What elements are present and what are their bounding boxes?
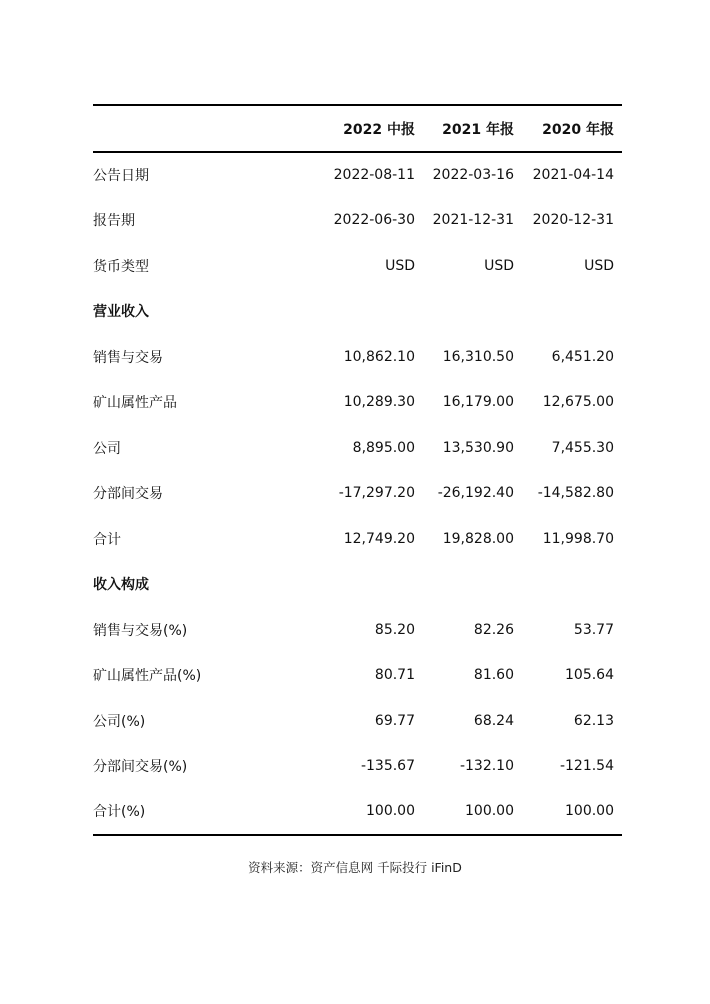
table-row [93,152,622,198]
row-value-2 [423,562,522,608]
row-value-2: 82.26 [473,621,514,638]
row-value-1: 85.20 [374,621,415,638]
financial-table [93,104,622,836]
row-value-1 [324,562,423,608]
row-value-2: 16,310.50 [442,348,514,365]
row-value-2: -26,192.40 [437,485,514,502]
row-label: 报告期 [93,213,135,230]
table-row [93,198,622,244]
row-value-3: 100.00 [522,789,622,835]
section-header-row [93,562,622,608]
table-row [93,653,622,699]
row-value-3: 12,675.00 [542,394,614,411]
row-value-3: -14,582.80 [537,485,614,502]
row-value-3 [522,289,622,335]
row-value-1: 10,289.30 [343,394,415,411]
row-value-1: 80.71 [374,667,415,684]
table-row [93,516,622,562]
row-label: 公司 [93,440,121,457]
table-row [93,744,622,790]
row-label: 矿山属性产品(%) [93,668,202,685]
row-label: 销售与交易 [93,349,163,366]
row-label: 合计 [93,531,121,548]
table-row [93,380,622,426]
row-label: 收入构成 [93,577,149,594]
row-value-1: -135.67 [360,758,415,775]
section-header-row [93,289,622,335]
row-value-1: 2022-08-11 [333,167,415,184]
row-value-2: 13,530.90 [442,439,514,456]
row-value-2: -132.10 [459,758,514,775]
header-cell-2021-annual: 2021 年报 [423,105,522,152]
row-value-3: 7,455.30 [551,439,614,456]
row-value-3: 11,998.70 [542,530,614,547]
row-value-1: 8,895.00 [352,439,415,456]
row-value-3: 62.13 [573,712,614,729]
row-value-3 [522,562,622,608]
row-value-2: USD [484,257,514,274]
row-value-1 [324,289,423,335]
table-row [93,243,622,289]
row-label: 销售与交易(%) [93,622,188,639]
header-cell-2020-annual: 2020 年报 [522,105,622,152]
row-value-1: 10,862.10 [343,348,415,365]
row-label: 分部间交易(%) [93,759,188,776]
row-label: 公告日期 [93,168,149,185]
row-label: 公司(%) [93,713,146,730]
row-value-1: 2022-06-30 [333,212,415,229]
row-value-1: USD [385,257,415,274]
row-value-2: 100.00 [423,789,522,835]
table-row [93,698,622,744]
row-value-3: 2021-04-14 [532,167,614,184]
row-label: 矿山属性产品 [93,395,177,412]
table-header [93,105,622,152]
header-cell-label [93,105,324,152]
row-label: 货币类型 [93,258,149,275]
row-value-3: 6,451.20 [551,348,614,365]
row-value-1: 12,749.20 [343,530,415,547]
row-value-3: 2020-12-31 [532,212,614,229]
row-label: 合计(%) [93,789,324,835]
table-body [93,152,622,835]
row-value-2: 19,828.00 [442,530,514,547]
row-value-2: 2021-12-31 [432,212,514,229]
row-value-2: 68.24 [473,712,514,729]
row-value-3: USD [584,257,614,274]
table-row [93,607,622,653]
row-value-2: 2022-03-16 [432,167,514,184]
row-value-1: -17,297.20 [338,485,415,502]
row-value-1: 100.00 [324,789,423,835]
row-label: 营业收入 [93,304,149,321]
row-value-1: 69.77 [374,712,415,729]
row-value-2: 16,179.00 [442,394,514,411]
row-label: 分部间交易 [93,486,163,503]
table-row [93,789,622,835]
source-note: 资料来源：资产信息网 千际投行 iFinD [248,860,462,875]
table-row [93,471,622,517]
table-row [93,334,622,380]
header-cell-2022-interim: 2022 中报 [324,105,423,152]
row-value-3: 105.64 [565,667,614,684]
row-value-3: -121.54 [559,758,614,775]
row-value-3: 53.77 [573,621,614,638]
row-value-2 [423,289,522,335]
header-row [93,105,622,152]
table-row [93,425,622,471]
row-value-2: 81.60 [473,667,514,684]
